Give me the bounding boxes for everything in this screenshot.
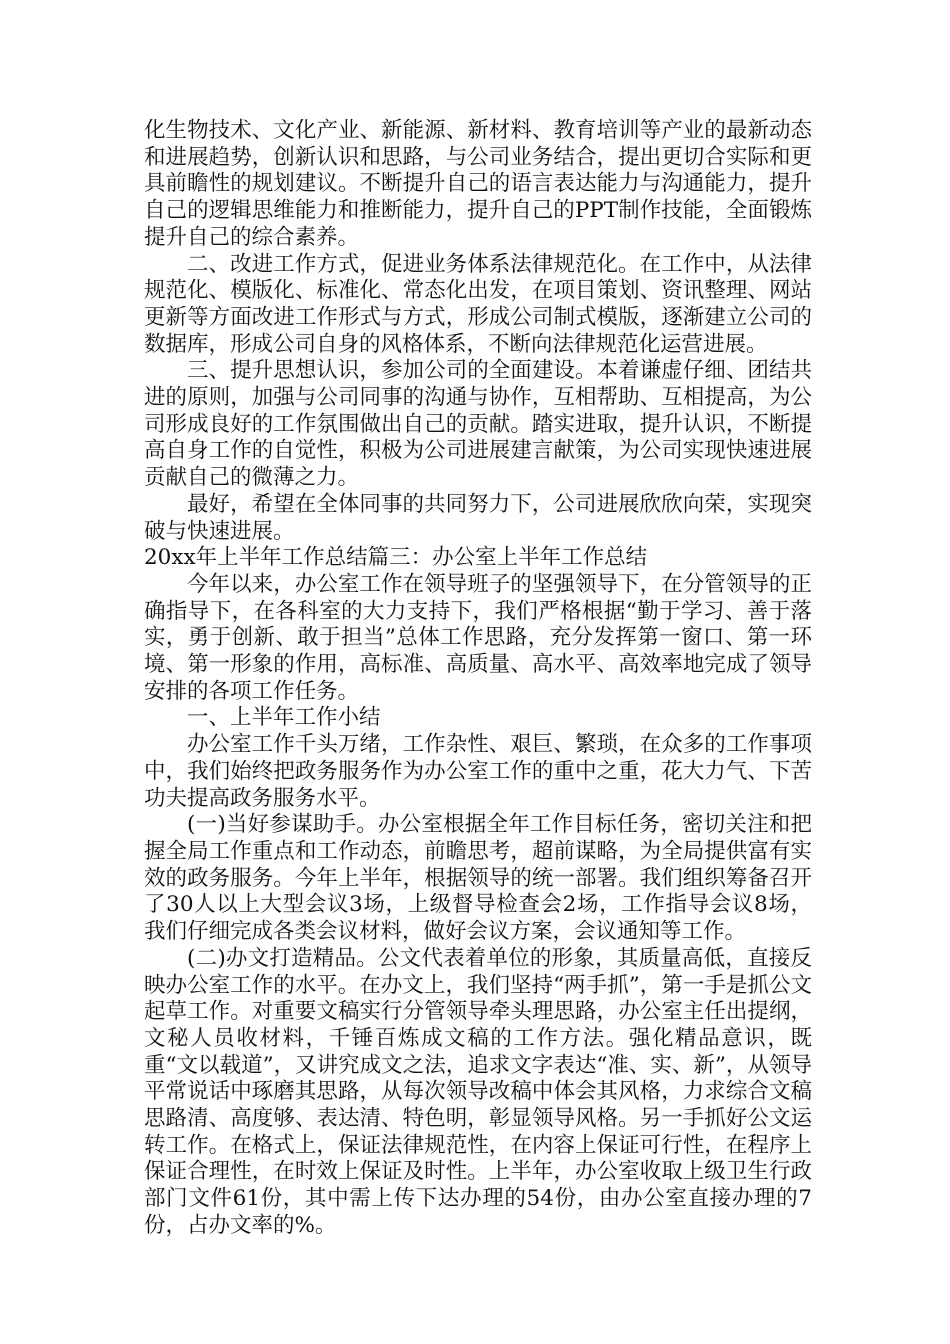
paragraph-8: (二)办文打造精品。公文代表着单位的形象，其质量高低，直接反映办公室工作的水平。在办文上，我们坚持“两手抓”，第一手是抓公文起草工作。对重要文稿实行分管领导牵头理思路，办公室主任出提纲，文秘人员收材料，千锤百炼成文稿的工作方法。强化精品意识，既重“文以载道”，又讲究成文之法，追求文字表达“准、实、新”，从领导平常说话中琢磨其思路，从每次领导改稿中体会其风格，力求综合文稿思路清、高度够、表达清、特色明，彰显领导风格。另一手抓好公文运转工作。在格式上，保证法律规范性，在内容上保证可行性，在程序上保证合理性，在时效上保证及时性。上半年，办公室收取上级卫生行政部门文件61份，其中需上传下达办理的54份，由办公室直接办理的7份，占办文率的%。	[144, 945, 812, 1238]
document-page	[144, 118, 812, 1240]
paragraph-7: (一)当好参谋助手。办公室根据全年工作目标任务，密切关注和把握全局工作重点和工作动态，前瞻思考，超前谋略，为全局提供富有实效的政务服务。今年上半年，根据领导的统一部署。我们组织筹备召开了30人以上大型会议3场，上级督导检查会2场，工作指导会议8场，我们仔细完成各类会议材料，做好会议方案，会议通知等工作。	[144, 812, 812, 945]
paragraph-1: 化生物技术、文化产业、新能源、新材料、教育培训等产业的最新动态和进展趋势，创新认识和思路，与公司业务结合，提出更切合实际和更具前瞻性的规划建议。不断提升自己的语言表达能力与沟通能力，提升自己的逻辑思维能力和推断能力，提升自己的PPT制作技能，全面锻炼提升自己的综合素养。	[144, 118, 812, 250]
paragraph-4: 最好，希望在全体同事的共同努力下，公司进展欣欣向荣，实现突破与快速进展。	[144, 491, 812, 544]
section-heading: 20xx年上半年工作总结篇三：办公室上半年工作总结	[144, 545, 648, 571]
subsection-title: 一、上半年工作小结	[187, 705, 381, 731]
paragraph-2: 二、改进工作方式，促进业务体系法律规范化。在工作中，从法律规范化、模版化、标准化、常态化出发，在项目策划、资讯整理、网站更新等方面改进工作形式与方式，形成公司制式模版，逐渐建立公司的数据库，形成公司自身的风格体系，不断向法律规范化运营进展。	[144, 251, 812, 357]
paragraph-3: 三、提升思想认识，参加公司的全面建设。本着谦虚仔细、团结共进的原则，加强与公司同事的沟通与协作，互相帮助、互相提高，为公司形成良好的工作氛围做出自己的贡献。踏实进取，提升认识，不断提高自身工作的自觉性，积极为公司进展建言献策，为公司实现快速进展贡献自己的微薄之力。	[144, 358, 812, 491]
paragraph-5: 今年以来，办公室工作在领导班子的坚强领导下，在分管领导的正确指导下，在各科室的大力支持下，我们严格根据“勤于学习、善于落实，勇于创新、敢于担当”总体工作思路，充分发挥第一窗口、第一环境、第一形象的作用，高标准、高质量、高水平、高效率地完成了领导安排的各项工作任务。	[144, 571, 812, 704]
paragraph-6: 办公室工作千头万绪，工作杂性、艰巨、繁琐，在众多的工作事项中，我们始终把政务服务作为办公室工作的重中之重，花大力气、下苦功夫提高政务服务水平。	[144, 732, 812, 811]
